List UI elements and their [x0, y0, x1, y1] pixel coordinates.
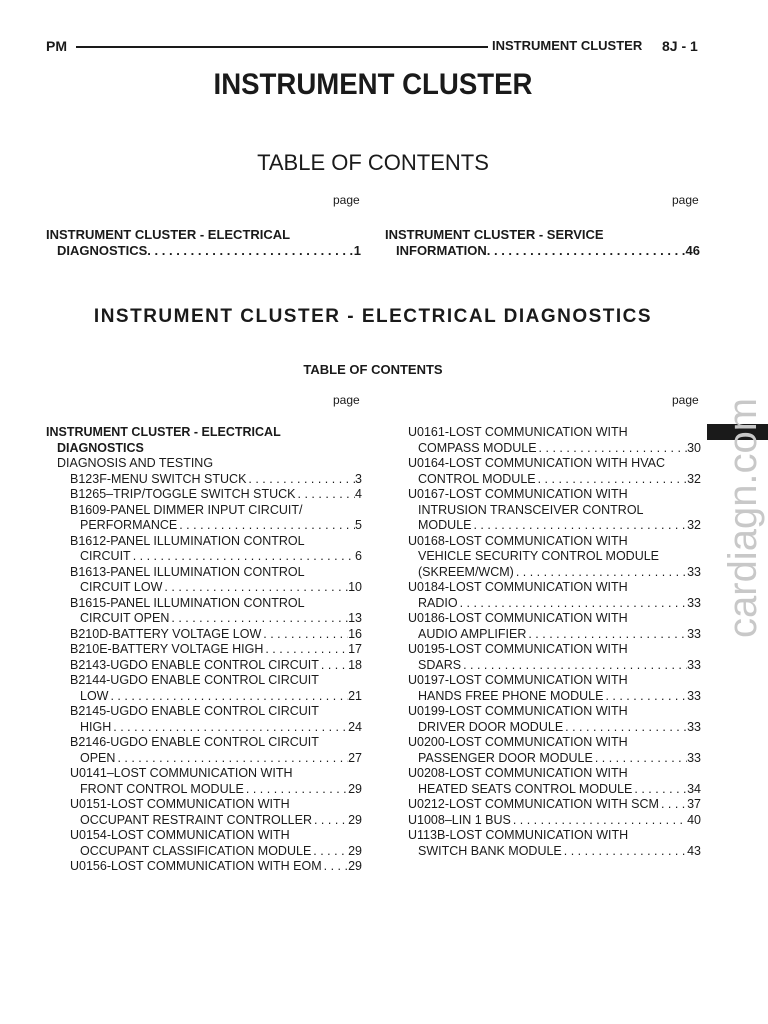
toc-item-page: 30 — [687, 440, 701, 455]
toc-item-page: 24 — [348, 719, 362, 734]
toc-item[interactable] — [408, 751, 701, 767]
toc-item — [408, 534, 701, 550]
toc-item — [46, 797, 362, 813]
toc-item-page: 33 — [687, 750, 701, 765]
toc-item — [408, 456, 701, 472]
svg-text:cardiagn.com: cardiagn.com — [721, 397, 765, 638]
leader-dots — [169, 611, 348, 627]
toc-item — [408, 735, 701, 751]
toc-item-text: U0195-LOST COMMUNICATION WITH — [408, 642, 628, 656]
toc-item[interactable] — [408, 627, 701, 643]
running-header-page: 8J - 1 — [662, 38, 698, 54]
toc-item-text: U0167-LOST COMMUNICATION WITH — [408, 487, 628, 501]
toc-item-text: DRIVER DOOR MODULE — [418, 719, 564, 734]
toc-item[interactable] — [46, 689, 362, 705]
leader-dots — [108, 689, 348, 705]
toc-item — [408, 611, 701, 627]
toc-item[interactable] — [46, 782, 362, 798]
toc-item — [46, 534, 362, 550]
toc-item-page: 34 — [687, 781, 701, 796]
toc-item-text: B210D-BATTERY VOLTAGE LOW — [70, 626, 262, 641]
toc-item — [46, 456, 362, 472]
page-column-label: page — [333, 193, 360, 207]
toc-item-text: AUDIO AMPLIFIER — [418, 626, 527, 641]
toc-item[interactable] — [408, 658, 701, 674]
leader-dots — [511, 813, 687, 829]
toc-item — [408, 425, 701, 441]
toc-entry-line2: DIAGNOSTICS — [57, 243, 148, 258]
toc-item-text: U0156-LOST COMMUNICATION WITH EOM — [70, 859, 322, 873]
toc-item[interactable] — [46, 549, 362, 565]
toc-item-text: OCCUPANT RESTRAINT CONTROLLER — [80, 812, 312, 827]
leader-dots — [296, 487, 356, 503]
leader-dots — [487, 243, 686, 259]
toc-item[interactable] — [46, 580, 362, 596]
leader-dots — [111, 720, 348, 736]
toc-item-text: PERFORMANCE — [80, 518, 178, 532]
leader-dots — [162, 580, 348, 596]
toc-item-text: B2144-UGDO ENABLE CONTROL CIRCUIT — [70, 673, 319, 687]
toc-item — [46, 828, 362, 844]
toc-item-text: INTRUSION TRANSCEIVER CONTROL — [418, 502, 644, 517]
toc-item[interactable] — [408, 596, 701, 612]
toc-item[interactable] — [46, 472, 362, 488]
toc-entry-page: 1 — [353, 243, 361, 258]
toc-item-text: U0186-LOST COMMUNICATION WITH — [408, 611, 628, 625]
toc-item-text: CONTROL MODULE — [418, 471, 536, 486]
toc-item — [46, 735, 362, 751]
toc-item — [46, 441, 362, 457]
toc-item[interactable] — [46, 658, 362, 674]
toc-entry-line1: INSTRUMENT CLUSTER - ELECTRICAL — [46, 227, 291, 242]
toc-item[interactable] — [408, 472, 701, 488]
toc-item[interactable] — [408, 844, 701, 860]
toc-item[interactable] — [46, 611, 362, 627]
toc-item-page: 33 — [687, 626, 701, 641]
leader-dots — [131, 549, 355, 565]
toc-item[interactable] — [408, 518, 701, 534]
toc-item-page: 3 — [355, 471, 362, 486]
toc-item-text: U0168-LOST COMMUNICATION WITH — [408, 533, 628, 548]
leader-dots — [526, 627, 687, 643]
toc-item-text: B2143-UGDO ENABLE CONTROL CIRCUIT — [70, 657, 319, 672]
toc-item-text: U113B-LOST COMMUNICATION WITH — [408, 828, 629, 842]
toc-item-page: 33 — [687, 657, 701, 672]
toc-item-page: 33 — [687, 564, 701, 579]
toc-item-text: SWITCH BANK MODULE — [418, 843, 562, 858]
watermark-logo — [718, 380, 768, 640]
toc-item-text: U0199-LOST COMMUNICATION WITH — [408, 704, 628, 718]
toc-item-page: 29 — [348, 781, 362, 796]
toc-item-text: FRONT CONTROL MODULE — [80, 781, 244, 796]
toc-entry[interactable] — [46, 227, 361, 259]
toc-item-text: B2146-UGDO ENABLE CONTROL CIRCUIT — [70, 735, 319, 749]
leader-dots — [632, 782, 687, 798]
toc-item-page: 27 — [348, 750, 362, 765]
toc-item-text: U0154-LOST COMMUNICATION WITH — [70, 828, 290, 842]
toc-item-text: U0141–LOST COMMUNICATION WITH — [70, 766, 293, 780]
toc-item — [408, 673, 701, 689]
toc-item-page: 40 — [687, 812, 701, 827]
toc-item-page: 5 — [355, 518, 362, 532]
sub-toc-heading: TABLE OF CONTENTS — [303, 362, 443, 377]
toc-item[interactable] — [408, 797, 701, 813]
toc-item-page: 21 — [348, 688, 362, 703]
toc-item[interactable] — [46, 720, 362, 736]
toc-item-text: B210E-BATTERY VOLTAGE HIGH — [70, 642, 264, 656]
toc-item-page: 43 — [687, 843, 701, 858]
toc-item — [46, 673, 362, 689]
leader-dots — [603, 689, 687, 705]
toc-item-text: RADIO — [418, 595, 458, 610]
toc-item — [408, 828, 701, 844]
toc-item-text: U0161-LOST COMMUNICATION WITH — [408, 425, 628, 439]
toc-item-page: 29 — [348, 859, 362, 873]
page-column-label: page — [672, 393, 699, 407]
toc-item-text: B2145-UGDO ENABLE CONTROL CIRCUIT — [70, 704, 319, 718]
toc-item-page: 32 — [687, 518, 701, 532]
toc-item-text: B1612-PANEL ILLUMINATION CONTROL — [70, 533, 305, 548]
toc-item — [408, 642, 701, 658]
toc-item-text: U0197-LOST COMMUNICATION WITH — [408, 673, 628, 687]
toc-item-page: 10 — [348, 580, 362, 594]
page-title: INSTRUMENT CLUSTER — [213, 68, 533, 101]
toc-item-page: 33 — [687, 595, 701, 610]
toc-item[interactable] — [46, 487, 362, 503]
toc-item-text: U0164-LOST COMMUNICATION WITH HVAC — [408, 456, 665, 470]
toc-item — [408, 487, 701, 503]
toc-item[interactable] — [408, 782, 701, 798]
toc-item[interactable] — [46, 751, 362, 767]
toc-item — [46, 704, 362, 720]
toc-item-text: INSTRUMENT CLUSTER - ELECTRICAL — [46, 425, 281, 439]
toc-right-column — [408, 425, 701, 859]
toc-item-page: 37 — [687, 797, 701, 811]
toc-item[interactable] — [46, 642, 362, 658]
toc-item-text: VEHICLE SECURITY CONTROL MODULE — [418, 549, 660, 563]
leader-dots — [537, 441, 688, 457]
leader-dots — [246, 472, 355, 488]
toc-item-text: OCCUPANT CLASSIFICATION MODULE — [80, 843, 312, 858]
toc-entry-line2: INFORMATION — [396, 243, 487, 258]
toc-item[interactable] — [408, 813, 701, 829]
leader-dots — [147, 243, 353, 259]
header-rule — [76, 46, 488, 48]
toc-item[interactable] — [46, 627, 362, 643]
leader-dots — [322, 859, 348, 875]
toc-item-text: U0184-LOST COMMUNICATION WITH — [408, 580, 628, 594]
leader-dots — [514, 565, 687, 581]
toc-entry-page: 46 — [685, 243, 700, 258]
toc-item-text: U0212-LOST COMMUNICATION WITH SCM — [408, 797, 659, 811]
running-header-section: INSTRUMENT CLUSTER — [492, 38, 643, 53]
toc-item-text: LOW — [80, 688, 109, 703]
toc-item-text: U0208-LOST COMMUNICATION WITH — [408, 766, 628, 780]
toc-item[interactable] — [408, 441, 701, 457]
toc-item-text: U0200-LOST COMMUNICATION WITH — [408, 735, 628, 749]
toc-item-text: U0151-LOST COMMUNICATION WITH — [70, 797, 290, 811]
toc-item-page: 32 — [687, 471, 701, 486]
toc-item-text: HIGH — [80, 719, 112, 734]
toc-item-page: 16 — [348, 626, 362, 641]
toc-item-text: B1615-PANEL ILLUMINATION CONTROL — [70, 595, 305, 610]
toc-item-page: 29 — [348, 812, 362, 827]
toc-item — [408, 503, 701, 519]
toc-item-page: 18 — [348, 657, 362, 672]
leader-dots — [659, 797, 687, 813]
leader-dots — [177, 518, 355, 534]
toc-item-text: HEATED SEATS CONTROL MODULE — [418, 781, 633, 796]
running-header-left: PM — [46, 38, 67, 54]
leader-dots — [263, 642, 348, 658]
toc-item — [408, 766, 701, 782]
toc-item-text: B1609-PANEL DIMMER INPUT CIRCUIT/ — [70, 502, 303, 517]
leader-dots — [261, 627, 348, 643]
toc-item-text: HANDS FREE PHONE MODULE — [418, 688, 604, 703]
toc-item-text: U1008–LIN 1 BUS — [408, 812, 511, 827]
toc-item — [46, 503, 362, 519]
toc-item-text: CIRCUIT LOW — [80, 580, 163, 594]
leader-dots — [458, 596, 688, 612]
toc-item-text: CIRCUIT OPEN — [80, 611, 170, 625]
toc-item[interactable] — [46, 813, 362, 829]
toc-item-page: 29 — [348, 843, 362, 858]
toc-item[interactable] — [408, 720, 701, 736]
toc-item-text: B123F-MENU SWITCH STUCK — [70, 471, 247, 486]
toc-item-text: SDARS — [418, 657, 462, 672]
toc-heading: TABLE OF CONTENTS — [257, 150, 489, 175]
page-column-label: page — [672, 193, 699, 207]
toc-item-text: B1265–TRIP/TOGGLE SWITCH STUCK — [70, 487, 296, 501]
toc-item-text: DIAGNOSTICS — [57, 440, 144, 455]
toc-entry-line1: INSTRUMENT CLUSTER - SERVICE — [385, 227, 604, 242]
toc-item[interactable] — [46, 859, 362, 875]
leader-dots — [471, 518, 687, 534]
toc-item-page: 13 — [348, 611, 362, 625]
toc-item — [46, 596, 362, 612]
toc-item-text: COMPASS MODULE — [418, 440, 537, 455]
leader-dots — [461, 658, 687, 674]
section-title: INSTRUMENT CLUSTER - ELECTRICAL DIAGNOSTICS — [93, 306, 653, 327]
toc-item — [408, 549, 701, 565]
toc-item[interactable] — [408, 565, 701, 581]
toc-item — [46, 766, 362, 782]
toc-item — [46, 565, 362, 581]
leader-dots — [593, 751, 687, 767]
toc-item-page: 33 — [687, 688, 701, 703]
toc-item[interactable] — [46, 518, 362, 534]
toc-item-page: 17 — [348, 642, 362, 656]
toc-item-page: 33 — [687, 719, 701, 734]
leader-dots — [562, 844, 687, 860]
toc-item-text: CIRCUIT — [80, 549, 131, 563]
toc-item — [408, 580, 701, 596]
toc-item[interactable] — [46, 844, 362, 860]
toc-item-text: OPEN — [80, 750, 116, 765]
leader-dots — [311, 844, 348, 860]
leader-dots — [244, 782, 348, 798]
toc-item-text: PASSENGER DOOR MODULE — [418, 750, 593, 765]
toc-item — [46, 425, 362, 441]
toc-item-text: MODULE — [418, 518, 472, 532]
toc-left-column — [46, 425, 362, 875]
toc-entry[interactable] — [385, 227, 700, 259]
toc-item-text: (SKREEM/WCM) — [418, 564, 514, 579]
leader-dots — [319, 658, 348, 674]
toc-item-page: 6 — [355, 549, 362, 563]
toc-item-text: DIAGNOSIS AND TESTING — [57, 456, 214, 470]
leader-dots — [312, 813, 348, 829]
toc-item-page: 4 — [355, 487, 362, 501]
leader-dots — [563, 720, 687, 736]
toc-item-text: B1613-PANEL ILLUMINATION CONTROL — [70, 564, 305, 579]
toc-item — [408, 704, 701, 720]
page-column-label: page — [333, 393, 360, 407]
leader-dots — [115, 751, 348, 767]
toc-item[interactable] — [408, 689, 701, 705]
leader-dots — [536, 472, 687, 488]
